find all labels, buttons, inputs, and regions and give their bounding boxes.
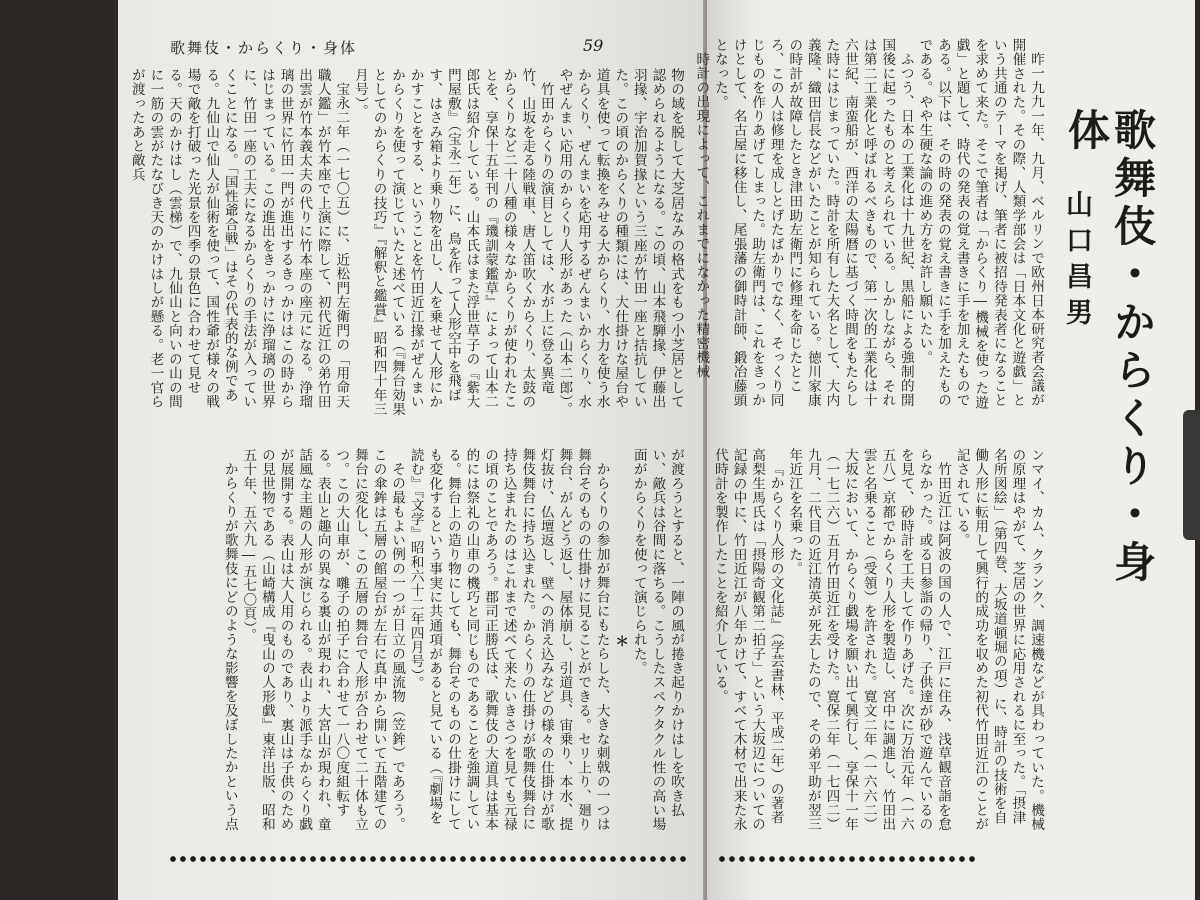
right-bottom-ornament [717,855,977,863]
article-title: 歌舞伎・からくり・身体 [1062,108,1157,588]
right-intro-paragraph-3: 時計の出現によって、これまでになかった精密機械 [693,51,710,379]
right-lower-text [711,448,1045,838]
page-tab-marker [1183,410,1200,540]
left-upper-paragraph-3: 宝永二年（一七〇五）に、近松門左衛門の「用命天職人鑑」が竹本座で上演に際して、初代近江の弟竹田出雲が竹本義太夫の代りに竹本座の座元になる。浄瑠璃の世界に竹田一門が進出するきっかけはこの時からはじまっている。この進出をきっかけに浄瑠璃の世界に、竹田一座の工夫になるからくりの手法が入っていくことになる。「国性爺合戦」はその代表的な例である。九仙山で仙人が仙術を使って、国性爺が様々の戦場で敵を打破った光景を四季の景色に合わせて見せる。天のかけはし（雲梯）で、九仙山と向いの山の間に一筋の雲がたなびき天のかけはしが懸る。老一官らが渡ったあと敵兵 [128,68,350,409]
right-intro-paragraph-1: 昨一九九一年、九月、ベルリンで欧州日本研究者会議が開催された。その際、人類学部会は「日本文化と遊戯」という共通のテーマを掲げ、筆者に被招待発表者になることを求めて来た。そこで筆者は「からくり―機械を使った遊戯」と題して、時代の発表の覚え書きに手を加えたものである。以下は、その時の発表の覚え書きに手を加えたものである。やや生硬な論の進め方をお許し願いたい。 [916,38,1044,410]
right-lower-paragraph-3: 『からくり人形の文化誌』（学芸書林、平成二年）の著者高梨生馬氏は「摂陽奇観第二拍子」という大坂辺についての記録の中に、竹田近江が八年かけて、すべて木材で出来た永代時計を製作したことを紹介している。 [711,448,784,832]
right-upper-text [693,38,1045,418]
left-lower-paragraph-1: が渡ろうとすると、一陣の風が捲き起りかけはしを吹き払い、敵兵は谷間に落ちる。こうしたスペクタクル性の高い場面がからくりを使って演じられた。 [630,448,684,832]
page-number: 59 [583,36,604,55]
left-upper-paragraph-1: 物の域を脱して大芝居なみの格式をもつ小芝居として認められるようになる。この頃、山本飛騨掾、伊藤出羽掾、宇治加賀掾という三座が竹田一座と拮抗していた。この頃のからくりの種類には、大仕掛けな屋台や道具を使って転換をみせる大からくり、水力を使う水からくり、ぜんまいを応用するぜんまいからくり、水やぜんまい応用のからくり人形があった（山本二郎）。 [556,68,684,417]
left-lower-paragraph-3: その最もよい例の一つが日立の風流物（笠鉾）であろう。この傘鉾は五層の館屋台が左右に真中から開いて五階建ての舞台に変化し、この五層の舞台で人形が合わせて二十体も立つ。この大山車が、囃子の拍子に合わせて一八〇度組転する。表山と趣向の異なる裏山が現われ、大宮山が現われ、童話風な主題の人形が演じられる。表山より派手なからくり戯が展開する。表山は大人用のものであり、裏山は子供のための見世物である（山崎構成『曳山の人形戯』東洋出版、昭和五十年、五六九―五七〇頁）。 [240,448,406,832]
right-lower-paragraph-1: ンマイ、カム、クランク、調速機などが具わっていた。機械の原理はやがて、芝居の世界に応用されるに至った。「摂津名所図絵」（第四巻、大坂道頓堀の項）に、時計の技術を自働人形に転用して興行的成功を収めた初代竹田近江のことが記されている。 [953,448,1044,832]
author-name: 山口昌男 [1061,190,1092,334]
right-lower-paragraph-2: 竹田近江は阿波の国の人で、江戸に住み、浅草観音詣を怠らなかった。或る日参詣の帰り、子供達が砂で遊んでいるのを見て、砂時計を工夫して作りあげた。次に万治元年（一六五八）京都でからくり人形を製造し、宮中に調進し、竹田出雲と名乗ること（受領）を許された。寛文二年（一六六二）大坂において、からくり戯場を願い出て興行し、享保十一年（一七二六）五月竹田近江を受けた。寛保二年（一七四二）九月、二代目の近江清英が死去したので、その弟平助が翌三年近江を名乗った。 [786,448,952,832]
right-page [693,0,1195,900]
left-upper-paragraph-2: 竹田からくりの演目としては、水が上に登る異竜竹、山坂を走る陸戦車、唐人笛吹くからくり、太鼓のからくりなど二十八種の様々なからくりが使われたことを、享保十五年刊の『璣訓蒙鑑草』によって山本二郎氏は紹介している。山本氏はまた浮世草子の『紫大門屋敷』（宝永二年）に、鳥を作って人形空中を飛ばす、はさみ箱より乗り物を出し、人を乗せて人形にかかすことをする、ということを竹田近江掾がぜんまいからくりを使って演じていたと述べている（『舞台効果としてのからくりの技巧』『解釈と鑑賞』昭和四十年三月号）。 [351,68,554,417]
right-intro-paragraph-2: ふつう、日本の工業化は十九世紀、黒船による強制的開国後に起ったものと考えられている。しかしながら、それは第二工業化と呼ばれるべきもので、第一次的工業化は十六世紀、南蛮船が、西洋の太陽暦に基づく時間をもたらした時にはじまっていた。時計を所有した大名として、大内義隆、織田信長などがいたことが知られている。徳川家康の時計が故障したとき津田助左衛門に修理を命じたところ、この人は修理を成しとげたばかりでなく、そっくり同じものを作りあげてしまった。助左衛門は、これをきっかけとして、名古屋に移住し、尾張藩の御時計師、鍛冶藤頭となった。 [711,38,914,408]
left-lower-paragraph-2: からくりの参加が舞台にもたらした、大きな刺戟の一つは舞台そのものの仕掛けに見ることができる。セリ上り、廻り舞台、がんどう返し、屋体崩し、引道具、宙乗り、本水、提灯抜け、仏壇返し、壁への消え込みなどの様々の仕掛けが歌舞伎舞台に持ち込まれた。からくりの仕掛けが歌舞伎舞台に持ち込まれたのはこれまで述べて来たいきさつを見ても元禄の頃のことであろう。郡司正勝氏は、歌舞伎の大道具は基本的には祭礼の山車の機巧と同じものであることを強調している。舞台上の造り物にしても、舞台そのものの仕掛けにしても変化するという事実に共通項があると見ている（『劇場を読む』『文学』昭和六十二年四月号）。 [407,448,610,832]
running-head: 歌舞伎・からくり・身体 [170,39,358,57]
left-lower-paragraph-4: からくりが歌舞伎にどのような影響を及ぼしたかという点 [221,461,238,831]
section-break-asterisk: ＊ [612,634,629,648]
left-upper-text [128,68,685,422]
left-lower-text [145,448,685,834]
bottom-ornament [168,855,688,863]
left-page [118,0,703,900]
